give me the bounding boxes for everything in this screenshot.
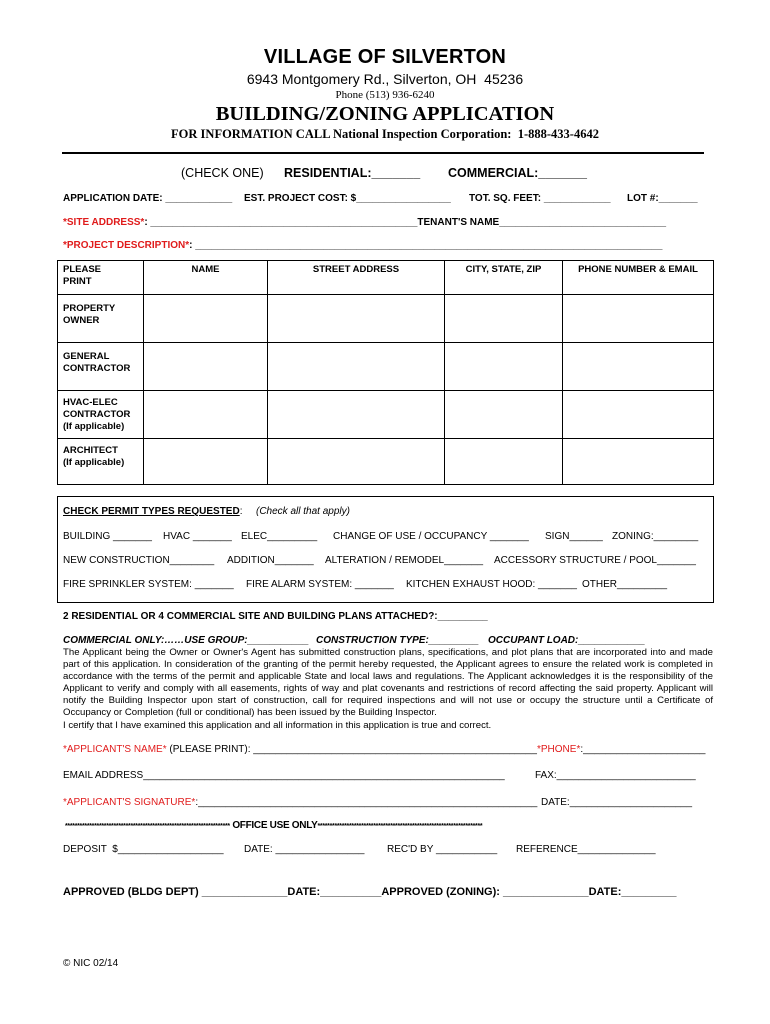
office-use-stars-left: ******************************************************************** <box>65 823 230 830</box>
form-title: BUILDING/ZONING APPLICATION <box>215 103 555 125</box>
lot-number-field[interactable]: LOT #:_______ <box>627 193 698 204</box>
table-row <box>58 391 714 439</box>
hvac-phone-cell[interactable] <box>563 391 714 439</box>
plans-attached-field[interactable]: 2 RESIDENTIAL OR 4 COMMERCIAL SITE AND BUILDING PLANS ATTACHED?:_________ <box>63 611 488 622</box>
applicant-name-label: *APPLICANT'S NAME* <box>63 744 167 755</box>
est-project-cost-field[interactable]: EST. PROJECT COST: $_________________ <box>244 193 451 204</box>
applicant-name-row <box>63 744 537 755</box>
residential-field[interactable]: RESIDENTIAL:_______ <box>284 166 421 180</box>
applicant-phone-row <box>537 744 706 755</box>
header-street-address: STREET ADDRESS <box>268 261 445 295</box>
permit-kitchen-hood[interactable]: KITCHEN EXHAUST HOOD: _______ <box>406 579 577 590</box>
permit-fire-sprinkler[interactable]: FIRE SPRINKLER SYSTEM: _______ <box>63 579 234 590</box>
contact-table <box>57 260 714 485</box>
site-address-field[interactable]: : ________________________________________________ <box>144 217 418 228</box>
tenant-name-field[interactable]: TENANT'S NAME______________________________ <box>417 217 667 228</box>
gc-name-cell[interactable] <box>144 343 268 391</box>
village-address: 6943 Montgomery Rd., Silverton, OH 45236 <box>246 71 524 87</box>
deposit-field[interactable]: DEPOSIT $___________________ <box>63 844 224 855</box>
applicant-signature-row <box>63 797 537 808</box>
gc-street-cell[interactable] <box>268 343 445 391</box>
project-description-row <box>63 240 662 251</box>
commercial-field[interactable]: COMMERCIAL:_______ <box>448 166 587 180</box>
applicant-phone-label: *PHONE* <box>537 744 581 755</box>
permit-other[interactable]: OTHER_________ <box>582 579 668 590</box>
permit-alteration[interactable]: ALTERATION / REMODEL_______ <box>325 555 484 566</box>
owner-phone-cell[interactable] <box>563 295 714 343</box>
check-one-label: (CHECK ONE) <box>181 166 264 180</box>
permit-types-header <box>63 506 242 517</box>
row-label-general-contractor: GENERAL CONTRACTOR <box>58 343 144 391</box>
hvac-city-cell[interactable] <box>445 391 563 439</box>
owner-name-cell[interactable] <box>144 295 268 343</box>
applicant-phone-field[interactable]: :______________________ <box>580 744 706 755</box>
certification-text: The Applicant being the Owner or Owner's Agent has submitted construction plans, specifications, and plot plans that are incorporated into and made part of this application. In consideration of the granting of the permit hereby requested, the Applicant agrees to ensure the related work is completed in accordance with the terms of the permit and applicable State and local laws and regulations. The Applicant acknowledges it is the responsibility of the Applicant to verify and comply with all easements, rights of way and plat covenants and restrictions of record affecting the said property. Applicant will notify the Building Inspector upon start of construction, call for required inspections and will not use or occupy the structure until a Certificate of Occupancy or Completion (full or conditional) has been issued by the Building Inspector. I certify that I have examined this application and all information in this application is true and correct. <box>63 647 713 731</box>
applicant-signature-field[interactable]: :_____________________________________________________________ <box>195 797 538 808</box>
permit-types-title: CHECK PERMIT TYPES REQUESTED <box>63 506 240 517</box>
gc-city-cell[interactable] <box>445 343 563 391</box>
header-please-print: PLEASE PRINT <box>58 261 144 295</box>
office-use-stars-right: ******************************************************************** <box>317 823 483 830</box>
arch-street-cell[interactable] <box>268 439 445 485</box>
row-label-architect: ARCHITECT (If applicable) <box>58 439 144 485</box>
table-row <box>58 343 714 391</box>
permit-new-construction[interactable]: NEW CONSTRUCTION________ <box>63 555 215 566</box>
occupant-load-field[interactable]: OCCUPANT LOAD:____________ <box>488 635 646 646</box>
application-date-field[interactable]: APPLICATION DATE: ____________ <box>63 193 233 204</box>
table-row <box>58 295 714 343</box>
gc-phone-cell[interactable] <box>563 343 714 391</box>
village-phone: Phone (513) 936-6240 <box>335 89 435 101</box>
project-description-label: *PROJECT DESCRIPTION* <box>63 240 190 251</box>
approval-line[interactable]: APPROVED (BLDG DEPT) ______________DATE:__________APPROVED (ZONING): ______________DATE:_________ <box>63 886 677 898</box>
applicant-name-field[interactable]: (PLEASE PRINT): ___________________________________________________ <box>166 744 537 755</box>
reference-field[interactable]: REFERENCE______________ <box>516 844 656 855</box>
info-line: FOR INFORMATION CALL National Inspection Corporation: 1-888-433-4642 <box>171 127 599 141</box>
village-title: VILLAGE OF SILVERTON <box>263 46 507 68</box>
header-divider <box>62 152 704 154</box>
permit-types-colon: : <box>239 506 243 517</box>
permit-types-note: (Check all that apply) <box>256 506 350 517</box>
owner-city-cell[interactable] <box>445 295 563 343</box>
office-use-label: OFFICE USE ONLY <box>229 820 318 831</box>
total-sq-feet-field[interactable]: TOT. SQ. FEET: ____________ <box>469 193 611 204</box>
header-phone-email: PHONE NUMBER & EMAIL <box>563 261 714 295</box>
permit-building[interactable]: BUILDING _______ <box>63 531 152 542</box>
fax-field[interactable]: FAX:_________________________ <box>535 770 696 781</box>
header-city-state-zip: CITY, STATE, ZIP <box>445 261 563 295</box>
permit-fire-alarm[interactable]: FIRE ALARM SYSTEM: _______ <box>246 579 394 590</box>
hvac-name-cell[interactable] <box>144 391 268 439</box>
arch-name-cell[interactable] <box>144 439 268 485</box>
email-address-field[interactable]: EMAIL ADDRESS_________________________________________________________________ <box>63 770 505 781</box>
permit-elec[interactable]: ELEC_________ <box>241 531 318 542</box>
project-description-field[interactable]: : ____________________________________________________________________________________ <box>189 240 663 251</box>
permit-hvac[interactable]: HVAC _______ <box>163 531 232 542</box>
footer-copyright: © NIC 02/14 <box>63 958 119 969</box>
table-row <box>58 439 714 485</box>
row-label-hvac-elec: HVAC-ELEC CONTRACTOR (If applicable) <box>58 391 144 439</box>
site-address-label: *SITE ADDRESS* <box>63 217 145 228</box>
permit-addition[interactable]: ADDITION_______ <box>227 555 314 566</box>
construction-type-field[interactable]: CONSTRUCTION TYPE:_________ <box>316 635 479 646</box>
permit-change-of-use[interactable]: CHANGE OF USE / OCCUPANCY _______ <box>333 531 529 542</box>
office-date-field[interactable]: DATE: ________________ <box>244 844 365 855</box>
office-use-row <box>65 820 482 831</box>
permit-sign[interactable]: SIGN______ <box>545 531 603 542</box>
use-group-field[interactable]: COMMERCIAL ONLY:……USE GROUP:___________ <box>63 635 309 646</box>
hvac-street-cell[interactable] <box>268 391 445 439</box>
received-by-field[interactable]: REC'D BY ___________ <box>387 844 498 855</box>
applicant-signature-label: *APPLICANT'S SIGNATURE* <box>63 797 196 808</box>
header-name: NAME <box>144 261 268 295</box>
site-address-row <box>63 217 666 228</box>
table-header-row <box>58 261 714 295</box>
permit-accessory-structure[interactable]: ACCESSORY STRUCTURE / POOL_______ <box>494 555 696 566</box>
permit-zoning[interactable]: ZONING:________ <box>612 531 699 542</box>
row-label-property-owner: PROPERTY OWNER <box>58 295 144 343</box>
signature-date-field[interactable]: DATE:______________________ <box>541 797 693 808</box>
arch-phone-cell[interactable] <box>563 439 714 485</box>
owner-street-cell[interactable] <box>268 295 445 343</box>
arch-city-cell[interactable] <box>445 439 563 485</box>
